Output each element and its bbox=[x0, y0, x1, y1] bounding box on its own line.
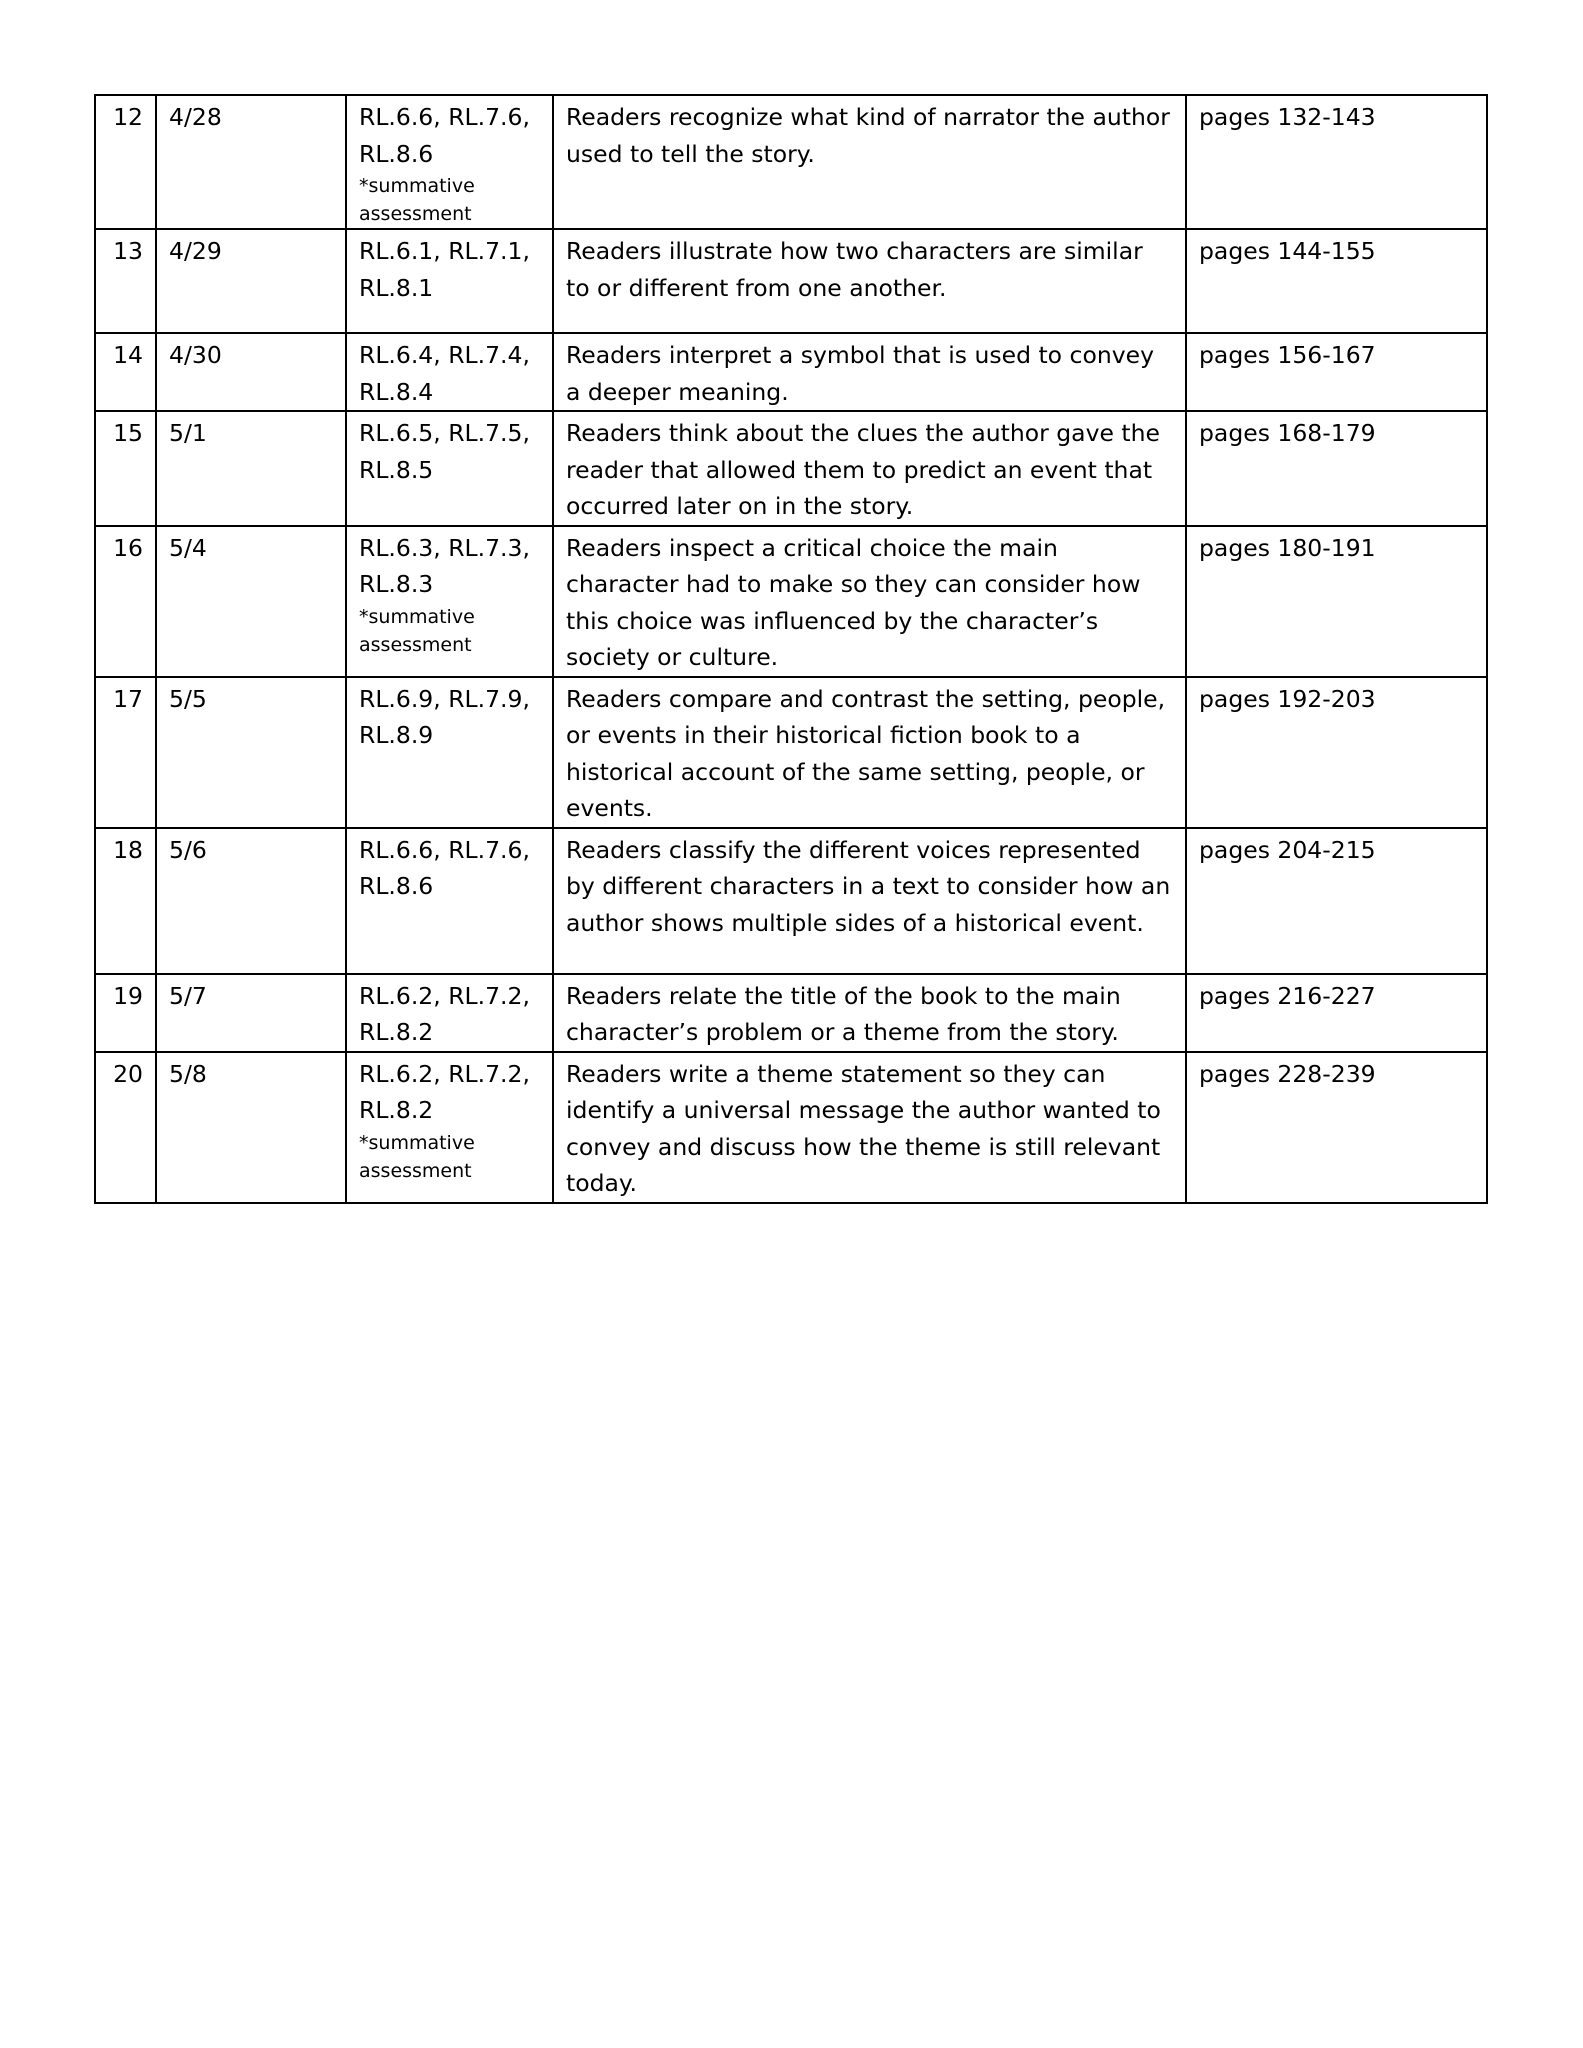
summative-note: assessment bbox=[359, 203, 472, 225]
lesson-number: 17 bbox=[95, 677, 156, 828]
standards-line: RL.8.3 bbox=[359, 570, 434, 598]
standards-cell bbox=[346, 828, 553, 974]
standards-cell bbox=[346, 411, 553, 526]
standards-line: RL.6.3, RL.7.3, bbox=[359, 533, 530, 562]
pages-range: pages 204-215 bbox=[1186, 828, 1487, 974]
lesson-number: 18 bbox=[95, 828, 156, 974]
standards-line: RL.8.5 bbox=[359, 455, 434, 484]
lesson-date: 4/29 bbox=[156, 229, 346, 333]
lesson-number: 19 bbox=[95, 974, 156, 1052]
objective-text: Readers recognize what kind of narrator the author used to tell the story. bbox=[553, 95, 1186, 229]
lesson-number: 15 bbox=[95, 411, 156, 526]
objective-text: Readers classify the different voices represented by different characters in a text to consider how an author shows multiple sides of a historical event. bbox=[553, 828, 1186, 974]
table-row bbox=[95, 1052, 1487, 1203]
lesson-plan-table bbox=[94, 94, 1488, 1204]
standards-line: RL.8.9 bbox=[359, 721, 434, 749]
standards-cell bbox=[346, 229, 553, 333]
summative-note: *summative bbox=[359, 605, 475, 628]
standards-cell bbox=[346, 333, 553, 411]
table-row bbox=[95, 677, 1487, 828]
pages-range: pages 228-239 bbox=[1186, 1052, 1487, 1203]
lesson-date: 5/4 bbox=[156, 526, 346, 677]
objective-text: Readers interpret a symbol that is used to convey a deeper meaning. bbox=[553, 333, 1186, 411]
lesson-date: 4/30 bbox=[156, 333, 346, 411]
standards-line: RL.6.2, RL.7.2, bbox=[359, 1059, 530, 1088]
lesson-date: 5/5 bbox=[156, 677, 346, 828]
lesson-number: 14 bbox=[95, 333, 156, 411]
standards-line: RL.8.6 bbox=[359, 872, 434, 900]
pages-range: pages 144-155 bbox=[1186, 229, 1487, 333]
standards-cell bbox=[346, 974, 553, 1052]
lesson-date: 5/1 bbox=[156, 411, 346, 526]
standards-cell bbox=[346, 95, 553, 229]
lesson-number: 12 bbox=[95, 95, 156, 229]
pages-range: pages 192-203 bbox=[1186, 677, 1487, 828]
lesson-number: 13 bbox=[95, 229, 156, 333]
objective-text: Readers inspect a critical choice the main character had to make so they can consider how this choice was influenced by the character’s society or culture. bbox=[553, 526, 1186, 677]
standards-line: RL.6.2, RL.7.2, bbox=[359, 981, 530, 1010]
standards-line: RL.6.1, RL.7.1, bbox=[359, 237, 530, 265]
lesson-date: 4/28 bbox=[156, 95, 346, 229]
table-row bbox=[95, 974, 1487, 1052]
objective-text: Readers compare and contrast the setting, people, or events in their historical fiction book to a historical account of the same setting, people, or events. bbox=[553, 677, 1186, 828]
objective-text: Readers illustrate how two characters are similar to or different from one another. bbox=[553, 229, 1186, 333]
summative-note: assessment bbox=[359, 1159, 472, 1182]
table-row bbox=[95, 229, 1487, 333]
table-row bbox=[95, 526, 1487, 677]
table-row bbox=[95, 333, 1487, 411]
standards-line: RL.6.9, RL.7.9, bbox=[359, 684, 530, 713]
lesson-date: 5/7 bbox=[156, 974, 346, 1052]
pages-range: pages 180-191 bbox=[1186, 526, 1487, 677]
standards-line: RL.6.4, RL.7.4, bbox=[359, 341, 530, 369]
pages-range: pages 132-143 bbox=[1186, 95, 1487, 229]
standards-line: RL.6.6, RL.7.6, bbox=[359, 103, 530, 131]
lesson-number: 16 bbox=[95, 526, 156, 677]
lesson-date: 5/6 bbox=[156, 828, 346, 974]
standards-cell bbox=[346, 1052, 553, 1203]
table-row bbox=[95, 828, 1487, 974]
table-row bbox=[95, 95, 1487, 229]
standards-line: RL.8.6 bbox=[359, 139, 434, 168]
standards-line: RL.8.1 bbox=[359, 273, 434, 302]
table-row bbox=[95, 411, 1487, 526]
standards-line: RL.8.2 bbox=[359, 1096, 434, 1124]
standards-line: RL.6.5, RL.7.5, bbox=[359, 419, 530, 447]
standards-cell bbox=[346, 526, 553, 677]
standards-line: RL.6.6, RL.7.6, bbox=[359, 835, 530, 864]
objective-text: Readers relate the title of the book to the main character’s problem or a theme from the story. bbox=[553, 974, 1186, 1052]
pages-range: pages 168-179 bbox=[1186, 411, 1487, 526]
objective-text: Readers write a theme statement so they can identify a universal message the author wanted to convey and discuss how the theme is still relevant today. bbox=[553, 1052, 1186, 1203]
lesson-number: 20 bbox=[95, 1052, 156, 1203]
standards-line: RL.8.2 bbox=[359, 1018, 434, 1046]
pages-range: pages 216-227 bbox=[1186, 974, 1487, 1052]
objective-text: Readers think about the clues the author gave the reader that allowed them to predict an event that occurred later on in the story. bbox=[553, 411, 1186, 526]
summative-note: *summative bbox=[359, 1131, 475, 1154]
standards-cell bbox=[346, 677, 553, 828]
pages-range: pages 156-167 bbox=[1186, 333, 1487, 411]
lesson-date: 5/8 bbox=[156, 1052, 346, 1203]
summative-note: *summative bbox=[359, 175, 475, 197]
summative-note: assessment bbox=[359, 633, 472, 656]
standards-line: RL.8.4 bbox=[359, 377, 434, 406]
